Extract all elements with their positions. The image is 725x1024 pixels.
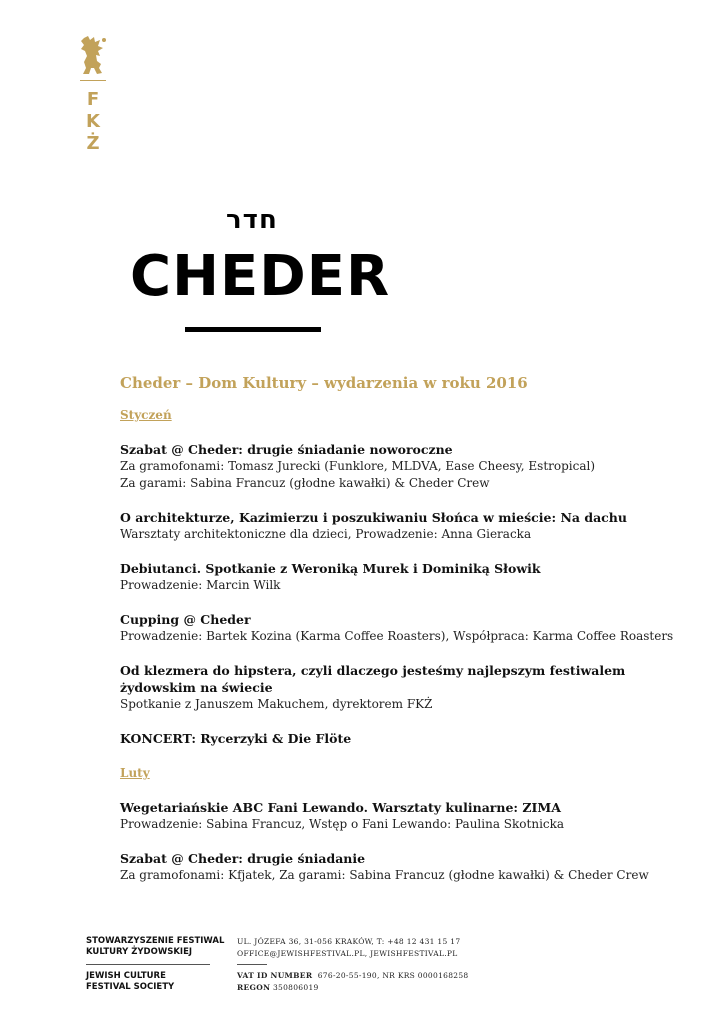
footer-regon-label: REGON bbox=[237, 983, 271, 992]
footer-vat-value: 676-20-55-190, NR KRS 0000168258 bbox=[317, 971, 469, 980]
document-body bbox=[120, 374, 680, 901]
event-title: Cupping @ Cheder bbox=[120, 612, 251, 627]
event-title: Debiutanci. Spotkanie z Weroniką Murek i Dominiką Słowik bbox=[120, 561, 541, 576]
event-detail: Za garami: Sabina Francuz (głodne kawałki) & Cheder Crew bbox=[120, 476, 490, 490]
footer-org-en-line2: FESTIVAL SOCIETY bbox=[86, 982, 175, 992]
event-item bbox=[120, 799, 680, 833]
month-label: Styczeń bbox=[120, 408, 172, 422]
footer-org-en-line1: JEWISH CULTURE bbox=[86, 971, 166, 981]
event-detail: Spotkanie z Januszem Makuchem, dyrektorem FKŻ bbox=[120, 697, 433, 711]
logo-divider bbox=[80, 80, 106, 81]
footer-address: UL. JÓZEFA 36, 31-056 KRAKÓW, T: +48 12 431 15 17 bbox=[237, 937, 461, 946]
event-title: O architekturze, Kazimierzu i poszukiwaniu Słońca w mieście: Na dachu bbox=[120, 510, 627, 525]
document-heading: Cheder – Dom Kultury – wydarzenia w roku 2016 bbox=[120, 374, 528, 392]
event-item bbox=[120, 509, 680, 543]
event-item bbox=[120, 662, 680, 713]
event-item bbox=[120, 850, 680, 884]
month-label: Luty bbox=[120, 766, 150, 780]
footer-org-name bbox=[86, 936, 224, 993]
footer-org-pl-line1: STOWARZYSZENIE FESTIWAL bbox=[86, 936, 225, 946]
event-detail: Prowadzenie: Marcin Wilk bbox=[120, 578, 281, 592]
logo-letter-k: K bbox=[86, 111, 100, 132]
event-item bbox=[120, 611, 680, 645]
lion-emblem-icon bbox=[78, 34, 108, 76]
footer-vat bbox=[237, 970, 469, 982]
footer-regon-value: 350806019 bbox=[272, 983, 319, 992]
event-item bbox=[120, 730, 680, 747]
event-title: Od klezmera do hipstera, czyli dlaczego jesteśmy najlepszym festiwalem żydowskim na świecie bbox=[120, 663, 626, 695]
logo-letter-z: Ż bbox=[86, 133, 100, 154]
event-title: Szabat @ Cheder: drugie śniadanie noworoczne bbox=[120, 442, 453, 457]
hebrew-title: חדר bbox=[226, 205, 278, 235]
logo-letter-f: F bbox=[86, 89, 100, 110]
cheder-title: CHEDER bbox=[130, 244, 391, 309]
event-title: KONCERT: Rycerzyki & Die Flöte bbox=[120, 731, 352, 746]
event-detail: Prowadzenie: Sabina Francuz, Wstęp o Fani Lewando: Paulina Skotnicka bbox=[120, 817, 565, 831]
footer-org-pl-line2: KULTURY ŻYDOWSKIEJ bbox=[86, 947, 193, 957]
event-item bbox=[120, 441, 680, 492]
footer-regon bbox=[237, 982, 469, 994]
footer-email-web: OFFICE@JEWISHFESTIVAL.PL, JEWISHFESTIVAL.PL bbox=[237, 949, 458, 958]
event-detail: Prowadzenie: Bartek Kozina (Karma Coffee Roasters), Współpraca: Karma Coffee Roasters bbox=[120, 629, 674, 643]
event-item bbox=[120, 560, 680, 594]
event-detail: Za gramofonami: Kfjatek, Za garami: Sabina Francuz (głodne kawałki) & Cheder Crew bbox=[120, 868, 649, 882]
fkz-logo bbox=[78, 34, 108, 155]
event-title: Wegetariańskie ABC Fani Lewando. Warsztaty kulinarne: ZIMA bbox=[120, 800, 561, 815]
event-title: Szabat @ Cheder: drugie śniadanie bbox=[120, 851, 366, 866]
footer-divider bbox=[86, 964, 210, 965]
event-detail: Warsztaty architektoniczne dla dzieci, Prowadzenie: Anna Gieracka bbox=[120, 527, 532, 541]
footer-divider bbox=[237, 964, 267, 965]
event-detail: Za gramofonami: Tomasz Jurecki (Funklore, MLDVA, Ease Cheesy, Estropical) bbox=[120, 459, 596, 473]
footer-contact bbox=[237, 936, 469, 994]
footer-vat-label: VAT ID NUMBER bbox=[237, 971, 313, 980]
title-underline bbox=[185, 327, 321, 332]
